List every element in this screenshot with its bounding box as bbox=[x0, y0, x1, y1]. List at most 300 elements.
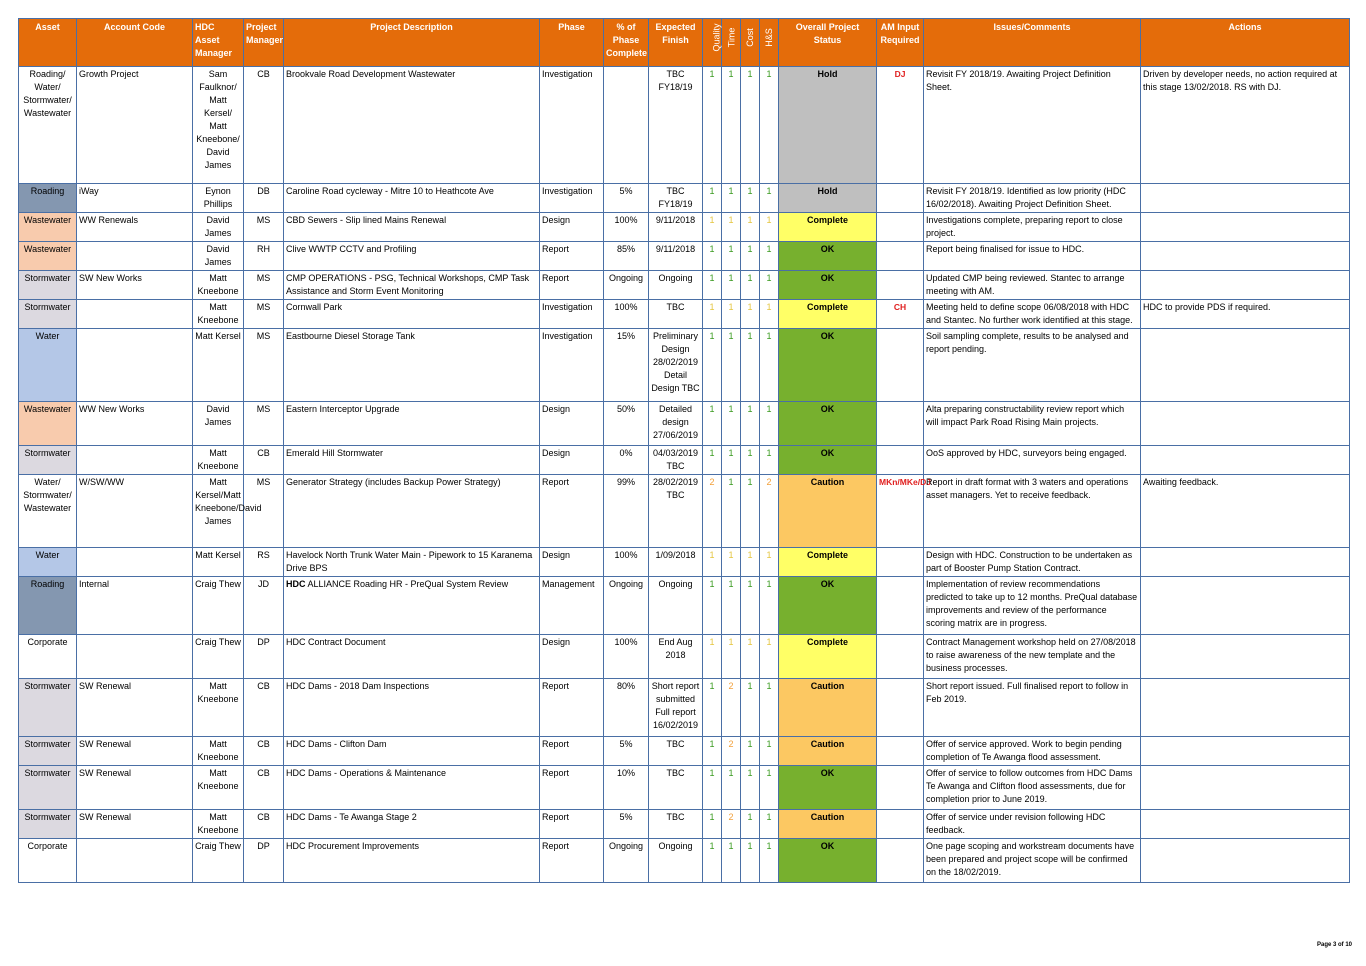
status-badge: Complete bbox=[779, 213, 877, 242]
cost-score: 1 bbox=[741, 402, 760, 446]
hs-score: 1 bbox=[760, 402, 779, 446]
expected-finish-cell: TBC FY18/19 bbox=[649, 184, 703, 213]
actions-cell bbox=[1141, 766, 1350, 810]
col-expected-finish: Expected Finish bbox=[649, 19, 703, 67]
asset-manager-cell: Craig Thew bbox=[193, 577, 244, 635]
phase-cell: Design bbox=[540, 213, 604, 242]
description-cell: HDC Dams - Clifton Dam bbox=[284, 737, 540, 766]
issues-cell: One page scoping and workstream documents have been prepared and project scope will be confirmed on the 18/02/2019. bbox=[924, 839, 1141, 883]
cost-score: 1 bbox=[741, 548, 760, 577]
account-code-cell: SW Renewal bbox=[77, 679, 193, 737]
issues-cell: Report in draft format with 3 waters and operations asset managers. Yet to receive feedback. bbox=[924, 475, 1141, 548]
description-cell: CMP OPERATIONS - PSG, Technical Workshops, CMP Task Assistance and Storm Event Monitoring bbox=[284, 271, 540, 300]
phase-cell: Investigation bbox=[540, 184, 604, 213]
actions-cell bbox=[1141, 737, 1350, 766]
actions-cell bbox=[1141, 810, 1350, 839]
quality-score: 1 bbox=[703, 67, 722, 184]
hs-score: 1 bbox=[760, 300, 779, 329]
time-score: 1 bbox=[722, 548, 741, 577]
am-input-cell bbox=[877, 184, 924, 213]
am-input-cell bbox=[877, 577, 924, 635]
issues-cell: Soil sampling complete, results to be analysed and report pending. bbox=[924, 329, 1141, 402]
actions-cell bbox=[1141, 679, 1350, 737]
col-overall-status: Overall Project Status bbox=[779, 19, 877, 67]
time-score: 1 bbox=[722, 300, 741, 329]
cost-score: 1 bbox=[741, 184, 760, 213]
project-manager-cell: DB bbox=[244, 184, 284, 213]
asset-cell: Corporate bbox=[19, 839, 77, 883]
cost-score: 1 bbox=[741, 446, 760, 475]
account-code-cell bbox=[77, 839, 193, 883]
asset-manager-cell: Matt Kersel bbox=[193, 329, 244, 402]
table-row bbox=[19, 242, 1350, 271]
hs-score: 1 bbox=[760, 213, 779, 242]
actions-cell: Awaiting feedback. bbox=[1141, 475, 1350, 548]
project-manager-cell: MS bbox=[244, 213, 284, 242]
col-hs bbox=[760, 19, 779, 67]
time-score: 1 bbox=[722, 184, 741, 213]
hs-score: 1 bbox=[760, 548, 779, 577]
percent-complete-cell: 85% bbox=[604, 242, 649, 271]
project-manager-cell: CB bbox=[244, 810, 284, 839]
cost-score: 1 bbox=[741, 766, 760, 810]
table-row bbox=[19, 548, 1350, 577]
description-cell: HDC Procurement Improvements bbox=[284, 839, 540, 883]
expected-finish-cell: TBC FY18/19 bbox=[649, 67, 703, 184]
table-row bbox=[19, 329, 1350, 402]
actions-cell: HDC to provide PDS if required. bbox=[1141, 300, 1350, 329]
time-score: 1 bbox=[722, 577, 741, 635]
asset-cell: Stormwater bbox=[19, 679, 77, 737]
description-bold: HDC bbox=[286, 579, 306, 589]
status-badge: Caution bbox=[779, 679, 877, 737]
description-cell: Caroline Road cycleway - Mitre 10 to Heathcote Ave bbox=[284, 184, 540, 213]
description-cell bbox=[284, 577, 540, 635]
time-score: 1 bbox=[722, 839, 741, 883]
am-input-cell bbox=[877, 548, 924, 577]
table-row bbox=[19, 766, 1350, 810]
cost-score: 1 bbox=[741, 242, 760, 271]
cost-score: 1 bbox=[741, 635, 760, 679]
account-code-cell bbox=[77, 242, 193, 271]
percent-complete-cell: Ongoing bbox=[604, 839, 649, 883]
expected-finish-cell: Ongoing bbox=[649, 271, 703, 300]
time-score: 2 bbox=[722, 810, 741, 839]
table-row bbox=[19, 300, 1350, 329]
percent-complete-cell: 99% bbox=[604, 475, 649, 548]
account-code-cell: iWay bbox=[77, 184, 193, 213]
description-cell: Generator Strategy (includes Backup Power Strategy) bbox=[284, 475, 540, 548]
expected-finish-cell: 9/11/2018 bbox=[649, 213, 703, 242]
description-text: ALLIANCE Roading HR - PreQual System Review bbox=[305, 579, 509, 589]
account-code-cell: Growth Project bbox=[77, 67, 193, 184]
account-code-cell: WW Renewals bbox=[77, 213, 193, 242]
actions-cell bbox=[1141, 213, 1350, 242]
percent-complete-cell: 5% bbox=[604, 184, 649, 213]
quality-score: 1 bbox=[703, 271, 722, 300]
asset-cell: Wastewater bbox=[19, 242, 77, 271]
asset-manager-cell: Matt Kneebone bbox=[193, 737, 244, 766]
phase-cell: Report bbox=[540, 737, 604, 766]
phase-cell: Design bbox=[540, 446, 604, 475]
issues-cell: Revisit FY 2018/19. Awaiting Project Definition Sheet. bbox=[924, 67, 1141, 184]
issues-cell: Implementation of review recommendations predicted to take up to 12 months. PreQual database improvements and review of the performance scoring matrix are in progress. bbox=[924, 577, 1141, 635]
hs-score: 1 bbox=[760, 737, 779, 766]
quality-score: 1 bbox=[703, 839, 722, 883]
status-badge: OK bbox=[779, 271, 877, 300]
hs-score: 1 bbox=[760, 577, 779, 635]
hs-score: 2 bbox=[760, 475, 779, 548]
asset-cell: Wastewater bbox=[19, 402, 77, 446]
time-score: 1 bbox=[722, 635, 741, 679]
issues-cell: Design with HDC. Construction to be undertaken as part of Booster Pump Station Contract. bbox=[924, 548, 1141, 577]
phase-cell: Investigation bbox=[540, 300, 604, 329]
status-badge: Hold bbox=[779, 67, 877, 184]
status-badge: OK bbox=[779, 446, 877, 475]
asset-cell: Stormwater bbox=[19, 271, 77, 300]
phase-cell: Design bbox=[540, 635, 604, 679]
actions-cell bbox=[1141, 839, 1350, 883]
description-cell: HDC Dams - 2018 Dam Inspections bbox=[284, 679, 540, 737]
asset-manager-cell: Matt Kneebone bbox=[193, 271, 244, 300]
description-cell: HDC Dams - Te Awanga Stage 2 bbox=[284, 810, 540, 839]
asset-cell: Stormwater bbox=[19, 766, 77, 810]
percent-complete-cell: 10% bbox=[604, 766, 649, 810]
account-code-cell: WW New Works bbox=[77, 402, 193, 446]
col-time-label: Time bbox=[726, 27, 737, 48]
project-manager-cell: DP bbox=[244, 635, 284, 679]
col-cost bbox=[741, 19, 760, 67]
table-row bbox=[19, 475, 1350, 548]
asset-manager-cell: David James bbox=[193, 402, 244, 446]
status-badge: OK bbox=[779, 402, 877, 446]
phase-cell: Report bbox=[540, 475, 604, 548]
status-badge: Complete bbox=[779, 300, 877, 329]
expected-finish-cell: TBC bbox=[649, 737, 703, 766]
cost-score: 1 bbox=[741, 810, 760, 839]
am-input-cell bbox=[877, 446, 924, 475]
issues-cell: Offer of service to follow outcomes from HDC Dams Te Awanga and Clifton flood assessments, due for completion prior to June 2019. bbox=[924, 766, 1141, 810]
time-score: 1 bbox=[722, 766, 741, 810]
status-badge: Complete bbox=[779, 548, 877, 577]
phase-cell: Design bbox=[540, 548, 604, 577]
description-cell: HDC Dams - Operations & Maintenance bbox=[284, 766, 540, 810]
am-input-cell: MKn/MKe/DJ bbox=[877, 475, 924, 548]
actions-cell bbox=[1141, 446, 1350, 475]
percent-complete-cell: 5% bbox=[604, 737, 649, 766]
quality-score: 1 bbox=[703, 737, 722, 766]
account-code-cell bbox=[77, 446, 193, 475]
percent-complete-cell: 80% bbox=[604, 679, 649, 737]
issues-cell: Meeting held to define scope 06/08/2018 with HDC and Stantec. No further work identified at this stage. bbox=[924, 300, 1141, 329]
hs-score: 1 bbox=[760, 766, 779, 810]
hs-score: 1 bbox=[760, 810, 779, 839]
table-row bbox=[19, 679, 1350, 737]
asset-manager-cell: Eynon Phillips bbox=[193, 184, 244, 213]
project-status-table bbox=[18, 18, 1350, 883]
asset-manager-cell: David James bbox=[193, 242, 244, 271]
asset-cell: Stormwater bbox=[19, 737, 77, 766]
col-asset-manager: HDC Asset Manager bbox=[193, 19, 244, 67]
issues-cell: Contract Management workshop held on 27/08/2018 to raise awareness of the new template and the business processes. bbox=[924, 635, 1141, 679]
am-input-cell bbox=[877, 679, 924, 737]
project-manager-cell: CB bbox=[244, 766, 284, 810]
cost-score: 1 bbox=[741, 737, 760, 766]
hs-score: 1 bbox=[760, 635, 779, 679]
am-input-cell bbox=[877, 329, 924, 402]
actions-cell bbox=[1141, 635, 1350, 679]
percent-complete-cell: 100% bbox=[604, 635, 649, 679]
am-input-cell bbox=[877, 839, 924, 883]
time-score: 1 bbox=[722, 242, 741, 271]
table-row bbox=[19, 446, 1350, 475]
asset-cell: Roading bbox=[19, 184, 77, 213]
table-row bbox=[19, 402, 1350, 446]
status-badge: Caution bbox=[779, 737, 877, 766]
status-badge: Hold bbox=[779, 184, 877, 213]
quality-score: 1 bbox=[703, 213, 722, 242]
asset-cell: Water bbox=[19, 329, 77, 402]
hs-score: 1 bbox=[760, 184, 779, 213]
percent-complete-cell: 100% bbox=[604, 300, 649, 329]
hs-score: 1 bbox=[760, 67, 779, 184]
project-manager-cell: CB bbox=[244, 67, 284, 184]
am-input-cell bbox=[877, 737, 924, 766]
quality-score: 1 bbox=[703, 402, 722, 446]
status-badge: Complete bbox=[779, 635, 877, 679]
col-quality-label: Quality bbox=[711, 23, 722, 52]
quality-score: 1 bbox=[703, 300, 722, 329]
time-score: 2 bbox=[722, 679, 741, 737]
percent-complete-cell bbox=[604, 67, 649, 184]
asset-cell: Water/ Stormwater/ Wastewater bbox=[19, 475, 77, 548]
percent-complete-cell: Ongoing bbox=[604, 271, 649, 300]
quality-score: 1 bbox=[703, 577, 722, 635]
col-hs-label: H&S bbox=[763, 28, 774, 47]
time-score: 1 bbox=[722, 402, 741, 446]
account-code-cell: SW New Works bbox=[77, 271, 193, 300]
account-code-cell bbox=[77, 635, 193, 679]
am-input-cell bbox=[877, 271, 924, 300]
cost-score: 1 bbox=[741, 300, 760, 329]
phase-cell: Report bbox=[540, 766, 604, 810]
asset-manager-cell: Matt Kersel bbox=[193, 548, 244, 577]
col-quality bbox=[703, 19, 722, 67]
am-input-cell: CH bbox=[877, 300, 924, 329]
actions-cell: Driven by developer needs, no action required at this stage 13/02/2018. RS with DJ. bbox=[1141, 67, 1350, 184]
project-manager-cell: RH bbox=[244, 242, 284, 271]
asset-manager-cell: Craig Thew bbox=[193, 635, 244, 679]
cost-score: 1 bbox=[741, 679, 760, 737]
actions-cell bbox=[1141, 271, 1350, 300]
am-input-cell bbox=[877, 810, 924, 839]
project-manager-cell: RS bbox=[244, 548, 284, 577]
quality-score: 1 bbox=[703, 679, 722, 737]
table-row bbox=[19, 213, 1350, 242]
am-input-cell bbox=[877, 402, 924, 446]
description-cell: Clive WWTP CCTV and Profiling bbox=[284, 242, 540, 271]
expected-finish-cell: Detailed design 27/06/2019 bbox=[649, 402, 703, 446]
status-badge: Caution bbox=[779, 475, 877, 548]
status-badge: OK bbox=[779, 839, 877, 883]
expected-finish-cell: TBC bbox=[649, 766, 703, 810]
cost-score: 1 bbox=[741, 577, 760, 635]
percent-complete-cell: Ongoing bbox=[604, 577, 649, 635]
quality-score: 1 bbox=[703, 635, 722, 679]
asset-cell: Corporate bbox=[19, 635, 77, 679]
actions-cell bbox=[1141, 329, 1350, 402]
project-manager-cell: CB bbox=[244, 679, 284, 737]
account-code-cell: W/SW/WW bbox=[77, 475, 193, 548]
col-description: Project Description bbox=[284, 19, 540, 67]
phase-cell: Report bbox=[540, 810, 604, 839]
account-code-cell: Internal bbox=[77, 577, 193, 635]
header-row bbox=[19, 19, 1350, 67]
quality-score: 1 bbox=[703, 446, 722, 475]
account-code-cell bbox=[77, 300, 193, 329]
percent-complete-cell: 50% bbox=[604, 402, 649, 446]
account-code-cell bbox=[77, 548, 193, 577]
asset-manager-cell: Matt Kneebone bbox=[193, 679, 244, 737]
am-input-cell bbox=[877, 766, 924, 810]
asset-cell: Stormwater bbox=[19, 300, 77, 329]
expected-finish-cell: Short report submitted Full report 16/02/2019 bbox=[649, 679, 703, 737]
col-project-manager: Project Manager bbox=[244, 19, 284, 67]
asset-cell: Stormwater bbox=[19, 810, 77, 839]
description-cell: Emerald Hill Stormwater bbox=[284, 446, 540, 475]
issues-cell: Report being finalised for issue to HDC. bbox=[924, 242, 1141, 271]
status-badge: OK bbox=[779, 329, 877, 402]
table-row bbox=[19, 184, 1350, 213]
phase-cell: Management bbox=[540, 577, 604, 635]
time-score: 1 bbox=[722, 67, 741, 184]
cost-score: 1 bbox=[741, 67, 760, 184]
description-cell: Brookvale Road Development Wastewater bbox=[284, 67, 540, 184]
phase-cell: Report bbox=[540, 271, 604, 300]
account-code-cell: SW Renewal bbox=[77, 766, 193, 810]
asset-cell: Stormwater bbox=[19, 446, 77, 475]
col-issues: Issues/Comments bbox=[924, 19, 1141, 67]
phase-cell: Report bbox=[540, 839, 604, 883]
asset-manager-cell: Matt Kneebone bbox=[193, 810, 244, 839]
percent-complete-cell: 15% bbox=[604, 329, 649, 402]
asset-manager-cell: David James bbox=[193, 213, 244, 242]
cost-score: 1 bbox=[741, 475, 760, 548]
time-score: 1 bbox=[722, 213, 741, 242]
account-code-cell: SW Renewal bbox=[77, 810, 193, 839]
table-row bbox=[19, 577, 1350, 635]
project-manager-cell: MS bbox=[244, 271, 284, 300]
expected-finish-cell: 1/09/2018 bbox=[649, 548, 703, 577]
issues-cell: Short report issued. Full finalised report to follow in Feb 2019. bbox=[924, 679, 1141, 737]
asset-manager-cell: Matt Kneebone bbox=[193, 300, 244, 329]
asset-manager-cell: Matt Kneebone bbox=[193, 446, 244, 475]
percent-complete-cell: 100% bbox=[604, 548, 649, 577]
quality-score: 2 bbox=[703, 475, 722, 548]
status-badge: OK bbox=[779, 577, 877, 635]
issues-cell: OoS approved by HDC, surveyors being engaged. bbox=[924, 446, 1141, 475]
time-score: 2 bbox=[722, 737, 741, 766]
hs-score: 1 bbox=[760, 329, 779, 402]
col-asset: Asset bbox=[19, 19, 77, 67]
actions-cell bbox=[1141, 184, 1350, 213]
account-code-cell: SW Renewal bbox=[77, 737, 193, 766]
percent-complete-cell: 0% bbox=[604, 446, 649, 475]
quality-score: 1 bbox=[703, 329, 722, 402]
col-account-code: Account Code bbox=[77, 19, 193, 67]
project-manager-cell: DP bbox=[244, 839, 284, 883]
asset-manager-cell: Matt Kneebone bbox=[193, 766, 244, 810]
project-manager-cell: MS bbox=[244, 329, 284, 402]
issues-cell: Alta preparing constructability review report which will impact Park Road Rising Main projects. bbox=[924, 402, 1141, 446]
asset-cell: Water bbox=[19, 548, 77, 577]
am-input-cell: DJ bbox=[877, 67, 924, 184]
time-score: 1 bbox=[722, 446, 741, 475]
description-cell: CBD Sewers - Slip lined Mains Renewal bbox=[284, 213, 540, 242]
quality-score: 1 bbox=[703, 810, 722, 839]
am-input-cell bbox=[877, 242, 924, 271]
project-manager-cell: MS bbox=[244, 475, 284, 548]
expected-finish-cell: Ongoing bbox=[649, 839, 703, 883]
table-row bbox=[19, 737, 1350, 766]
description-cell: Havelock North Trunk Water Main - Pipework to 15 Karanema Drive BPS bbox=[284, 548, 540, 577]
asset-manager-cell: Sam Faulknor/ Matt Kersel/ Matt Kneebone/ David James bbox=[193, 67, 244, 184]
project-manager-cell: MS bbox=[244, 402, 284, 446]
table-row bbox=[19, 271, 1350, 300]
quality-score: 1 bbox=[703, 548, 722, 577]
expected-finish-cell: End Aug 2018 bbox=[649, 635, 703, 679]
col-time bbox=[722, 19, 741, 67]
issues-cell: Revisit FY 2018/19. Identified as low priority (HDC 16/02/2018). Awaiting Project Definition Sheet. bbox=[924, 184, 1141, 213]
hs-score: 1 bbox=[760, 271, 779, 300]
quality-score: 1 bbox=[703, 184, 722, 213]
issues-cell: Offer of service under revision following HDC feedback. bbox=[924, 810, 1141, 839]
project-manager-cell: JD bbox=[244, 577, 284, 635]
description-cell: Cornwall Park bbox=[284, 300, 540, 329]
cost-score: 1 bbox=[741, 271, 760, 300]
table-row bbox=[19, 635, 1350, 679]
actions-cell bbox=[1141, 242, 1350, 271]
project-manager-cell: CB bbox=[244, 737, 284, 766]
status-badge: Caution bbox=[779, 810, 877, 839]
description-cell: HDC Contract Document bbox=[284, 635, 540, 679]
issues-cell: Investigations complete, preparing report to close project. bbox=[924, 213, 1141, 242]
account-code-cell bbox=[77, 329, 193, 402]
expected-finish-cell: 28/02/2019 TBC bbox=[649, 475, 703, 548]
project-manager-cell: CB bbox=[244, 446, 284, 475]
percent-complete-cell: 5% bbox=[604, 810, 649, 839]
phase-cell: Design bbox=[540, 402, 604, 446]
quality-score: 1 bbox=[703, 242, 722, 271]
col-cost-label: Cost bbox=[744, 28, 755, 47]
asset-cell: Roading/ Water/ Stormwater/ Wastewater bbox=[19, 67, 77, 184]
col-phase: Phase bbox=[540, 19, 604, 67]
asset-cell: Roading bbox=[19, 577, 77, 635]
hs-score: 1 bbox=[760, 679, 779, 737]
col-am-input: AM Input Required bbox=[877, 19, 924, 67]
phase-cell: Investigation bbox=[540, 67, 604, 184]
hs-score: 1 bbox=[760, 839, 779, 883]
expected-finish-cell: Ongoing bbox=[649, 577, 703, 635]
time-score: 1 bbox=[722, 329, 741, 402]
project-manager-cell: MS bbox=[244, 300, 284, 329]
table-row bbox=[19, 67, 1350, 184]
phase-cell: Investigation bbox=[540, 329, 604, 402]
expected-finish-cell: TBC bbox=[649, 810, 703, 839]
time-score: 1 bbox=[722, 475, 741, 548]
actions-cell bbox=[1141, 548, 1350, 577]
actions-cell bbox=[1141, 577, 1350, 635]
